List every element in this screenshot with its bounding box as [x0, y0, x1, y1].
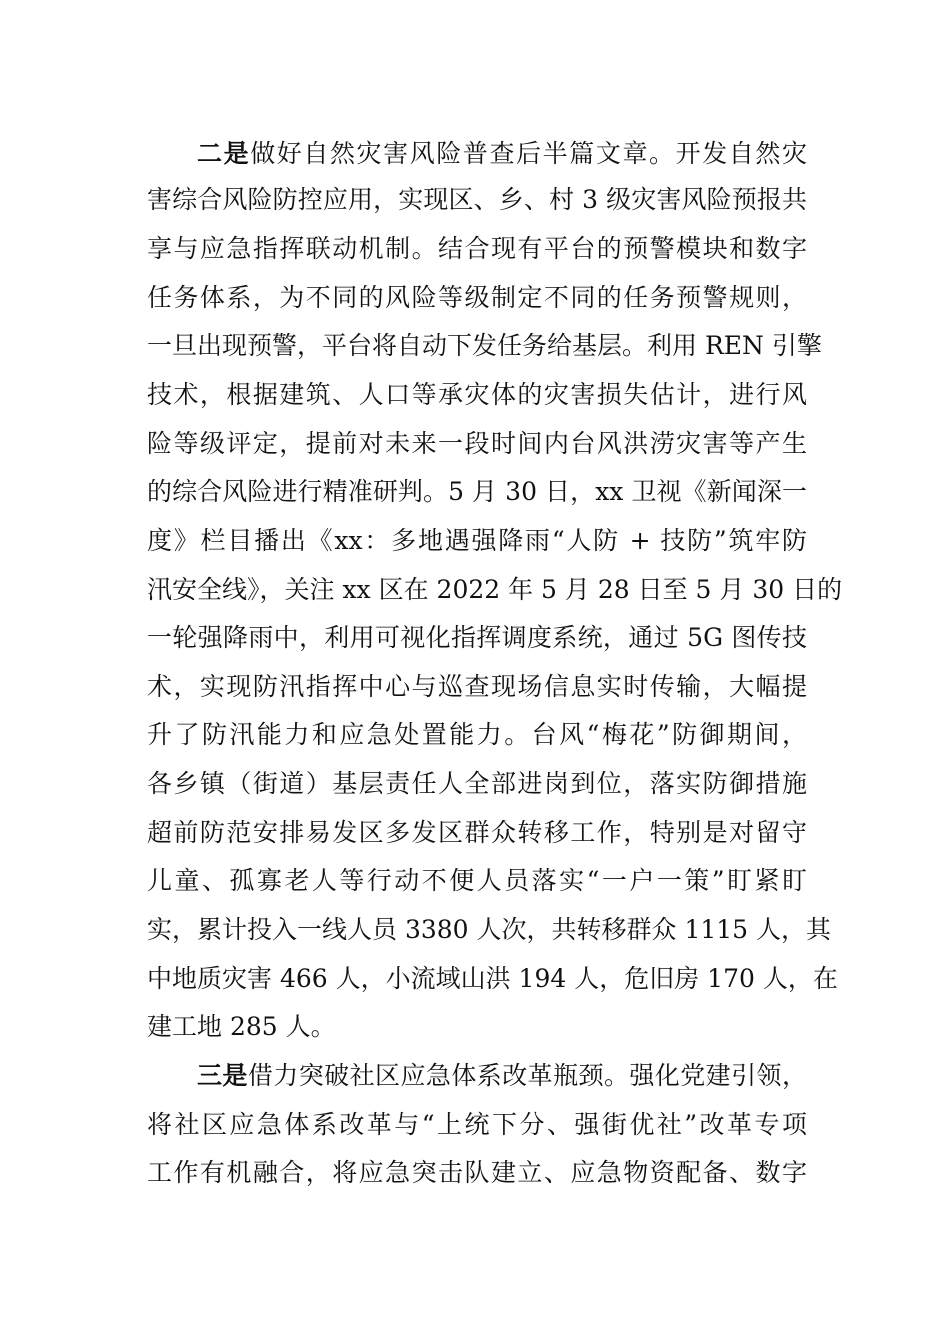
paragraph-2-line-1 — [197, 1056, 807, 1096]
paragraph-2-lead: 三是 — [197, 1061, 248, 1090]
paragraph-2-line-1-text: 借力突破社区应急体系改革瓶颈。强化党建引领， — [247, 1061, 807, 1090]
paragraph-1-line-12: 术，实现防汛指挥中心与巡查现场信息实时传输，大幅提 — [147, 672, 807, 701]
paragraph-1-line-18: 中地质灾害 466 人，小流域山洪 194 人，危旧房 170 人，在 — [147, 964, 838, 993]
paragraph-1-line-7: 险等级评定，提前对未来一段时间内台风洪涝灾害等产生 — [147, 429, 807, 458]
paragraph-1-line-14: 各乡镇（街道）基层责任人全部进岗到位，落实防御措施 — [147, 769, 807, 798]
paragraph-1-line-19: 建工地 285 人。 — [147, 1012, 336, 1041]
paragraph-1-line-11: 一轮强降雨中，利用可视化指挥调度系统，通过 5G 图传技 — [147, 623, 807, 652]
paragraph-1-line-10: 汛安全线》，关注 xx 区在 2022 年 5 月 28 日至 5 月 30 日的 — [147, 575, 843, 604]
paragraph-1-line-5: 一旦出现预警，平台将自动下发任务给基层。利用 REN 引擎 — [147, 331, 822, 360]
paragraph-1-line-6: 技术，根据建筑、人口等承灾体的灾害损失估计，进行风 — [147, 380, 807, 409]
paragraph-1-line-9: 度》栏目播出《xx：多地遇强降雨“人防 + 技防”筑牢防 — [147, 526, 807, 555]
paragraph-1-line-2: 害综合风险防控应用，实现区、乡、村 3 级灾害风险预报共 — [147, 185, 807, 214]
paragraph-1-line-17: 实，累计投入一线人员 3380 人次，共转移群众 1115 人，其 — [147, 915, 832, 944]
paragraph-2-line-3: 工作有机融合，将应急突击队建立、应急物资配备、数字 — [147, 1158, 807, 1187]
paragraph-1-line-8: 的综合风险进行精准研判。5 月 30 日，xx 卫视《新闻深一 — [147, 477, 807, 506]
paragraph-1-line-13: 升了防汛能力和应急处置能力。台风“梅花”防御期间， — [147, 720, 807, 749]
paragraph-1-line-16: 儿童、孤寡老人等行动不便人员落实“一户一策”盯紧盯 — [147, 866, 807, 895]
paragraph-1-line-4: 任务体系，为不同的风险等级制定不同的任务预警规则， — [147, 283, 807, 312]
paragraph-1-line-1 — [197, 134, 807, 174]
paragraph-1-line-3: 享与应急指挥联动机制。结合现有平台的预警模块和数字 — [147, 234, 807, 263]
paragraph-1-lead: 二是 — [197, 139, 251, 168]
paragraph-1-line-1-text: 做好自然灾害风险普查后半篇文章。开发自然灾 — [250, 139, 807, 168]
paragraph-1-line-15: 超前防范安排易发区多发区群众转移工作，特别是对留守 — [147, 818, 807, 847]
paragraph-2-line-2: 将社区应急体系改革与“上统下分、强街优社”改革专项 — [147, 1110, 807, 1139]
